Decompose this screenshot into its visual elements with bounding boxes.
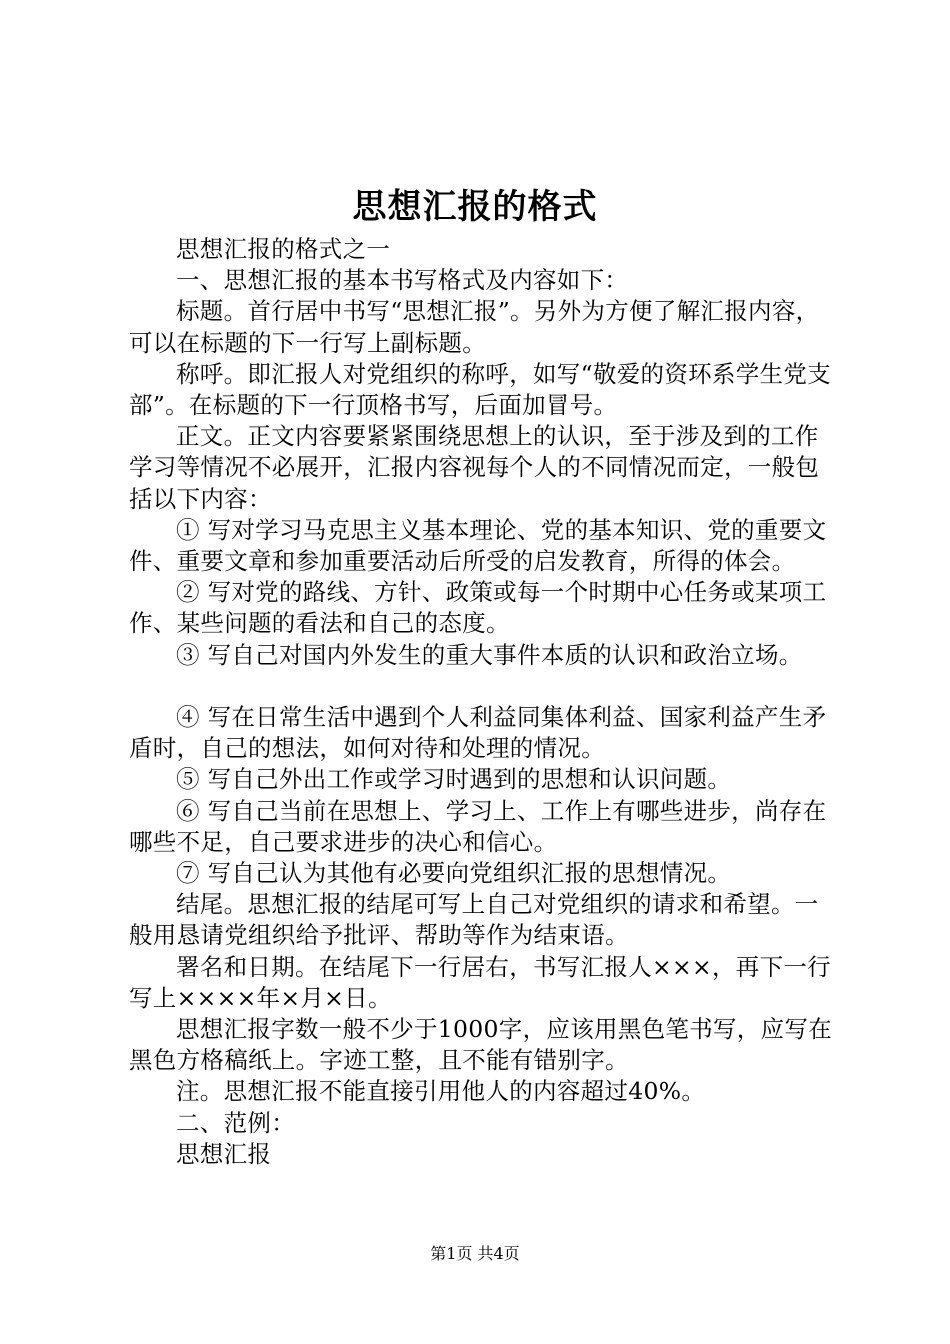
paragraph-example-title: 思想汇报 [176,1139,272,1168]
paragraph-section-one: 一、思想汇报的基本书写格式及内容如下： [176,266,629,295]
paragraph-item-2: ② 写对党的路线、方针、政策或每一个时期中心任务或某项工作、某些问题的看法和自己的态度。 [129,578,827,638]
document-title: 思想汇报的格式 [352,187,598,227]
blank-line [129,671,839,702]
paragraph-signature: 署名和日期。在结尾下一行居右，书写汇报人×××，再下一行写上××××年×月×日。 [129,952,831,1012]
paragraph-item-1: ① 写对学习马克思主义基本理论、党的基本知识、党的重要文件、重要文章和参加重要活动后所受的启发教育，所得的体会。 [129,515,827,576]
paragraph-item-7: ⑦ 写自己认为其他有必要向党组织汇报的思想情况。 [176,859,732,888]
paragraph-word-count: 思想汇报字数一般不少于1000字，应该用黑色笔书写，应写在黑色方格稿纸上。字迹工整，且不能有错别字。 [129,1015,833,1075]
paragraph-title: 标题。首行居中书写“思想汇报”。另外为方便了解汇报内容，可以在标题的下一行写上副标题。 [129,297,820,357]
paragraph-item-4: ④ 写在日常生活中遇到个人利益同集体利益、国家利益产生矛盾时，自己的想法，如何对待和处理的情况。 [129,703,827,763]
paragraph-section-two: 二、范例： [176,1108,295,1137]
paragraph-ending: 结尾。思想汇报的结尾可写上自己对党组织的请求和希望。一般用恳请党组织给予批评、帮助等作为结束语。 [129,890,819,950]
paragraph-salutation: 称呼。即汇报人对党组织的称呼，如写“敬爱的资环系学生党支部”。在标题的下一行顶格书写，后面加冒号。 [129,359,831,420]
paragraph-body: 正文。正文内容要紧紧围绕思想上的认识，至于涉及到的工作学习等情况不必展开，汇报内容视每个人的不同情况而定，一般包括以下内容： [129,422,820,513]
paragraph-note: 注。思想汇报不能直接引用他人的内容超过40%。 [176,1077,706,1106]
paragraph-format-intro: 思想汇报的格式之一 [176,235,391,263]
paragraph-item-6: ⑥ 写自己当前在思想上、学习上、工作上有哪些进步，尚存在哪些不足，自己要求进步的决心和信心。 [129,796,827,856]
paragraph-item-3: ③ 写自己对国内外发生的重大事件本质的认识和政治立场。 [176,640,803,669]
document-body [129,234,839,1170]
page-footer: 第1页 共4页 [430,1244,520,1263]
paragraph-item-5: ⑤ 写自己外出工作或学习时遇到的思想和认识问题。 [176,765,732,794]
